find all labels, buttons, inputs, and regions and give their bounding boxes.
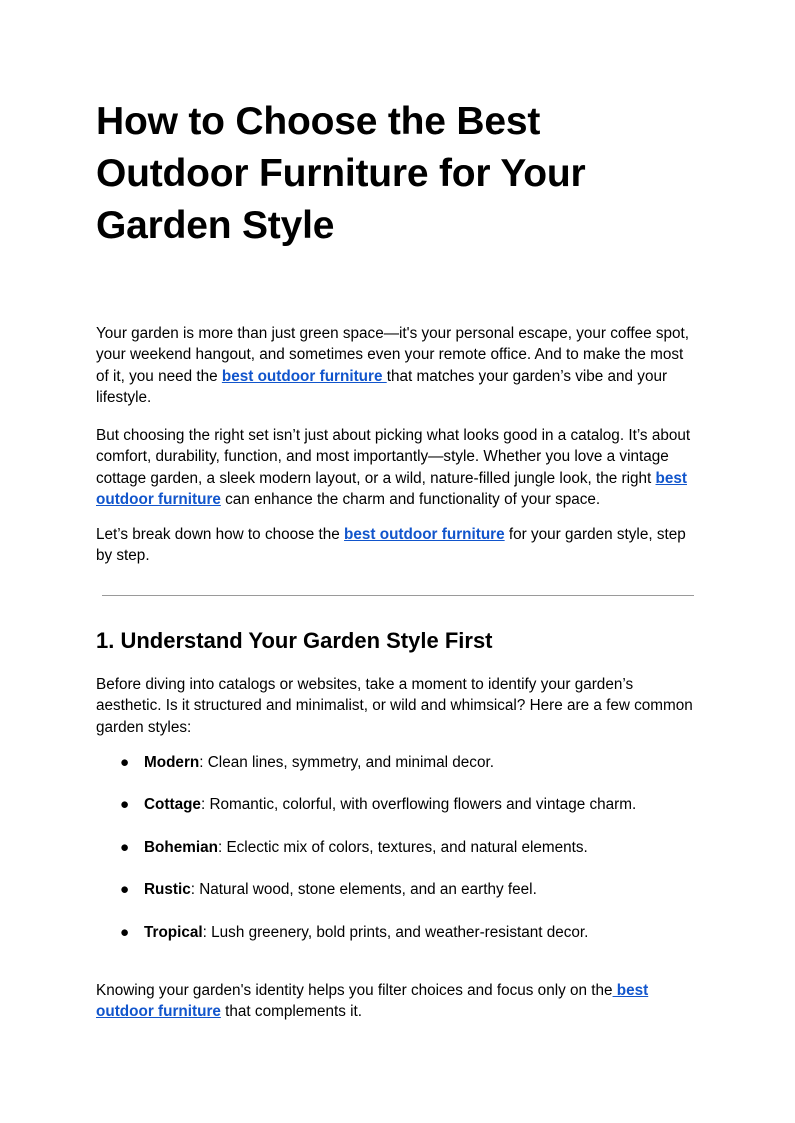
horizontal-divider bbox=[102, 595, 694, 596]
style-description: : Lush greenery, bold prints, and weather-resistant decor. bbox=[202, 923, 589, 941]
style-description: : Clean lines, symmetry, and minimal decor. bbox=[199, 754, 494, 771]
best-outdoor-furniture-link[interactable]: best outdoor furniture bbox=[96, 982, 649, 1021]
intro-text: But choosing the right set isn’t just about picking what looks good in a catalog. It’s about comfort, durability, function, and most importantly—style. Whether you love a vintage cottage garden, a sleek modern layout, or a wild, nature-filled jungle look, the right bbox=[96, 427, 691, 487]
style-name: Bohemian bbox=[144, 838, 218, 856]
intro-text: Your garden is more than just green space—it's your personal escape, your coffee spot, your weekend hangout, and sometimes even your remote office. And to make the most of it, you need the bbox=[96, 325, 690, 385]
list-item bbox=[96, 879, 700, 900]
closing-paragraph bbox=[96, 980, 700, 1023]
intro-text: can enhance the charm and functionality of your space. bbox=[220, 490, 601, 508]
bullet-icon: ● bbox=[120, 923, 130, 941]
intro-paragraph-3 bbox=[96, 524, 700, 567]
intro-paragraph-2 bbox=[96, 425, 700, 510]
intro-paragraph-1 bbox=[96, 323, 700, 408]
page-title: How to Choose the Best Outdoor Furniture for Your Garden Style bbox=[96, 100, 586, 247]
list-item bbox=[96, 752, 700, 773]
style-description: : Eclectic mix of colors, textures, and natural elements. bbox=[217, 838, 588, 856]
bullet-icon: ● bbox=[120, 881, 130, 899]
closing-text: Knowing your garden's identity helps you filter choices and focus only on the bbox=[96, 982, 613, 999]
intro-text: Let’s break down how to choose the bbox=[96, 526, 345, 543]
intro-text: that matches your garden’s vibe and your lifestyle. bbox=[96, 367, 668, 406]
style-name: Rustic bbox=[144, 881, 191, 899]
style-name: Modern bbox=[144, 754, 200, 771]
garden-styles-list bbox=[96, 752, 700, 964]
bullet-icon: ● bbox=[120, 838, 130, 856]
style-description: : Romantic, colorful, with overflowing flowers and vintage charm. bbox=[200, 796, 637, 814]
bullet-icon: ● bbox=[120, 754, 130, 771]
style-name: Tropical bbox=[144, 923, 203, 941]
list-item bbox=[96, 922, 700, 943]
best-outdoor-furniture-link[interactable]: best outdoor furniture bbox=[344, 526, 505, 543]
intro-text: for your garden style, step by step. bbox=[96, 526, 686, 565]
best-outdoor-furniture-link[interactable]: best outdoor furniture bbox=[221, 367, 387, 385]
section-heading: 1. Understand Your Garden Style First bbox=[96, 628, 493, 653]
closing-text: that complements it. bbox=[220, 1003, 363, 1021]
list-item bbox=[96, 794, 700, 815]
style-name: Cottage bbox=[144, 796, 201, 814]
style-description: : Natural wood, stone elements, and an earthy feel. bbox=[190, 881, 537, 899]
section-paragraph: Before diving into catalogs or websites, take a moment to identify your garden’s aesthetic. Is it structured and minimalist, or wild and whimsical? Here are a few common garden styles: bbox=[96, 676, 693, 736]
bullet-icon: ● bbox=[120, 796, 130, 814]
list-item bbox=[96, 837, 700, 858]
best-outdoor-furniture-link[interactable]: best outdoor furniture bbox=[96, 469, 687, 508]
